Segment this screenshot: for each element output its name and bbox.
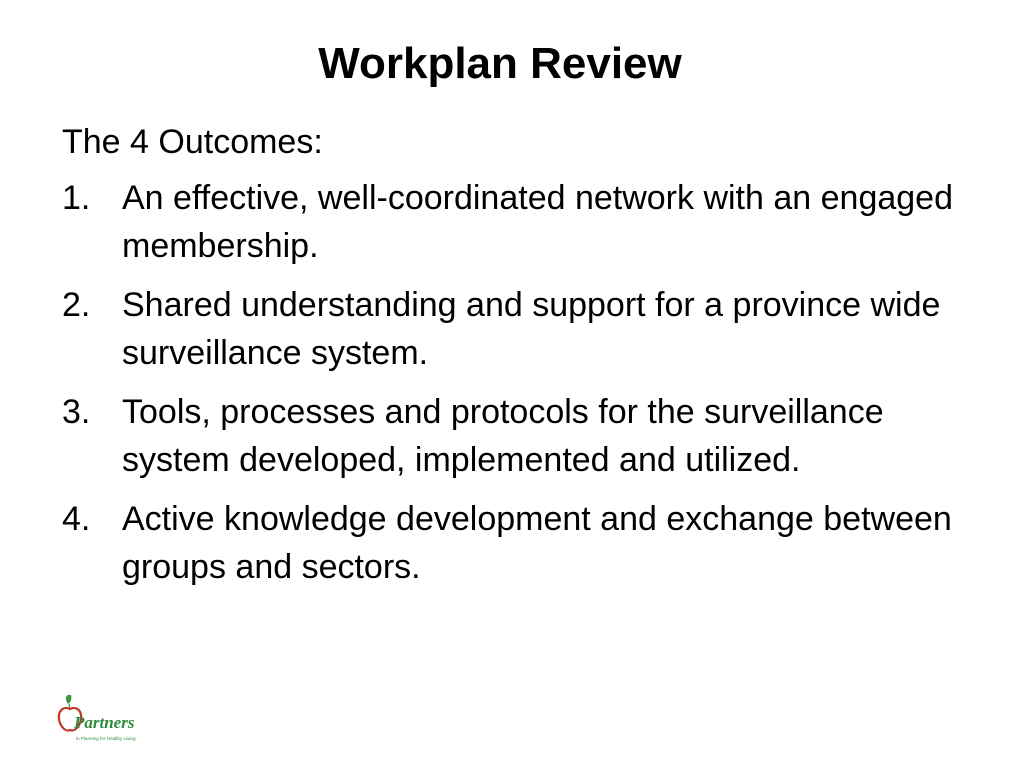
outcome-text: Active knowledge development and exchange between groups and sectors.: [122, 500, 952, 586]
outcome-number: 1.: [62, 179, 91, 217]
outcome-text: Tools, processes and protocols for the surveillance system developed, implemented and utilized.: [122, 393, 884, 479]
partners-logo: [56, 694, 148, 754]
outcome-number: 2.: [62, 286, 91, 324]
logo-tagline: in Planning for Healthy Living: [76, 736, 136, 741]
outcome-item: [62, 388, 982, 484]
outcome-number: 4.: [62, 500, 91, 538]
logo-wordmark: Partners: [74, 713, 135, 732]
outcome-item: [62, 495, 982, 591]
outcome-text: Shared understanding and support for a province wide surveillance system.: [122, 286, 941, 372]
outcomes-heading: The 4 Outcomes:: [62, 123, 323, 161]
outcome-number: 3.: [62, 393, 91, 431]
outcome-text: An effective, well-coordinated network with an engaged membership.: [122, 179, 953, 265]
slide-body: [62, 118, 982, 602]
slide-title: Workplan Review: [318, 39, 682, 88]
outcomes-list: [62, 174, 982, 591]
leaf-icon: [66, 695, 72, 704]
outcome-item: [62, 281, 982, 377]
outcome-item: [62, 174, 982, 270]
